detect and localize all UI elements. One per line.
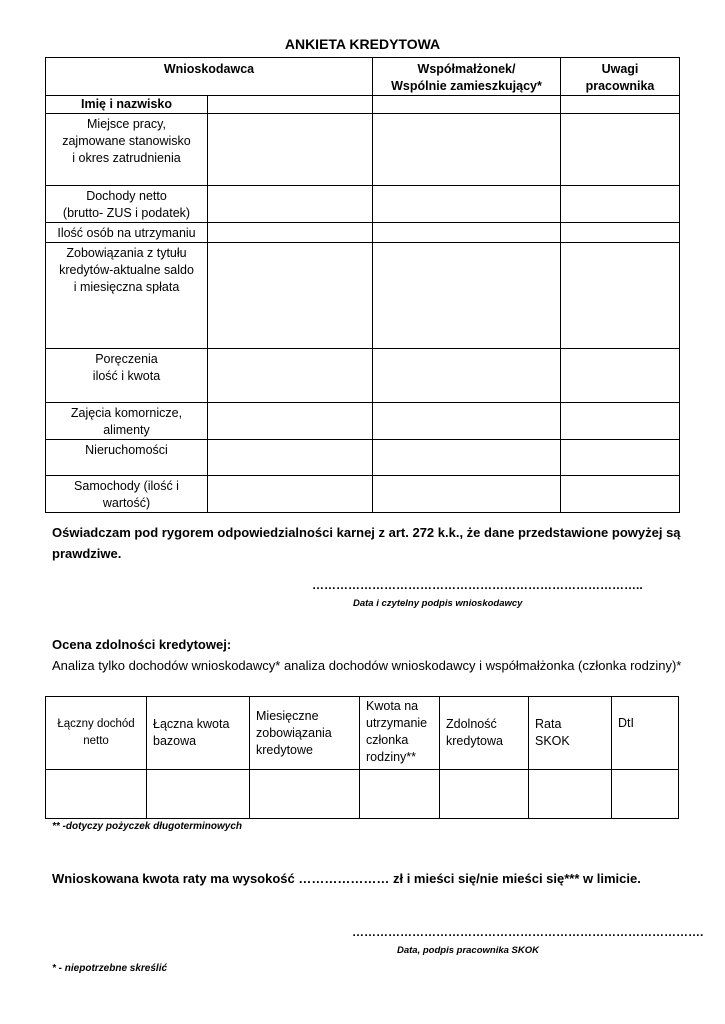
remarks-value-cell[interactable] (561, 114, 680, 186)
table-row (46, 223, 680, 243)
employee-signature-caption: Data, podpis pracownika SKOK (397, 945, 539, 956)
row-label: Zobowiązania z tytułu kredytów-aktualne saldo i miesięczna spłata (46, 243, 208, 349)
applicant-value-cell[interactable] (208, 223, 373, 243)
applicant-signature-line[interactable]: ……………………………………………………………………….. (312, 578, 643, 592)
table-row (46, 403, 680, 440)
table-row (46, 349, 680, 403)
spouse-value-cell[interactable] (373, 440, 561, 476)
assessment-header-cell: Zdolność kredytowa (440, 697, 529, 770)
header-applicant: Wnioskodawca (46, 58, 373, 96)
remarks-value-cell[interactable] (561, 186, 680, 223)
assessment-value-cell[interactable] (612, 770, 679, 819)
remarks-value-cell[interactable] (561, 96, 680, 114)
assessment-heading: Ocena zdolności kredytowej: (52, 637, 232, 652)
applicant-value-cell[interactable] (208, 96, 373, 114)
applicant-info-table (45, 57, 680, 513)
credit-assessment-table (45, 696, 679, 819)
spouse-value-cell[interactable] (373, 96, 561, 114)
assessment-header-cell: Kwota na utrzymanie członka rodziny** (360, 697, 440, 770)
table-row (46, 476, 680, 513)
footnote-strike-out: * - niepotrzebne skreślić (52, 963, 168, 974)
applicant-value-cell[interactable] (208, 243, 373, 349)
spouse-value-cell[interactable] (373, 403, 561, 440)
applicant-value-cell[interactable] (208, 349, 373, 403)
remarks-value-cell[interactable] (561, 223, 680, 243)
table-row (46, 186, 680, 223)
assessment-analysis-options: Analiza tylko dochodów wnioskodawcy* analiza dochodów wnioskodawcy i współmałżonka (członka rodziny)* (52, 658, 682, 673)
assessment-value-cell[interactable] (147, 770, 250, 819)
applicant-value-cell[interactable] (208, 476, 373, 513)
assessment-value-cell[interactable] (529, 770, 612, 819)
applicant-value-cell[interactable] (208, 186, 373, 223)
row-label: Dochody netto (brutto- ZUS i podatek) (46, 186, 208, 223)
remarks-value-cell[interactable] (561, 349, 680, 403)
table-row (46, 440, 680, 476)
assessment-header-cell: Miesięczne zobowiązania kredytowe (250, 697, 360, 770)
form-title: ANKIETA KREDYTOWA (284, 36, 441, 52)
row-label: Imię i nazwisko (46, 96, 208, 114)
remarks-value-cell[interactable] (561, 243, 680, 349)
applicant-signature-caption: Data i czytelny podpis wnioskodawcy (353, 598, 523, 609)
row-label: Nieruchomości (46, 440, 208, 476)
row-label: Ilość osób na utrzymaniu (46, 223, 208, 243)
row-label: Samochody (ilość i wartość) (46, 476, 208, 513)
spouse-value-cell[interactable] (373, 114, 561, 186)
assessment-value-cell[interactable] (250, 770, 360, 819)
spouse-value-cell[interactable] (373, 349, 561, 403)
applicant-value-cell[interactable] (208, 114, 373, 186)
spouse-value-cell[interactable] (373, 476, 561, 513)
row-label: Miejsce pracy, zajmowane stanowisko i okres zatrudnienia (46, 114, 208, 186)
header-remarks: Uwagi pracownika (561, 58, 680, 96)
row-label: Poręczenia ilość i kwota (46, 349, 208, 403)
spouse-value-cell[interactable] (373, 186, 561, 223)
assessment-value-cell[interactable] (440, 770, 529, 819)
remarks-value-cell[interactable] (561, 440, 680, 476)
remarks-value-cell[interactable] (561, 403, 680, 440)
spouse-value-cell[interactable] (373, 243, 561, 349)
header-spouse: Współmałżonek/ Wspólnie zamieszkujący* (373, 58, 561, 96)
footnote-long-term: ** -dotyczy pożyczek długoterminowych (52, 821, 243, 832)
assessment-header-cell: Łączna kwota bazowa (147, 697, 250, 770)
table-row (46, 243, 680, 349)
employee-signature-line[interactable]: ……………………………………………………………………………. (352, 925, 704, 939)
assessment-header-cell: DtI (612, 697, 679, 770)
assessment-header-cell: Rata SKOK (529, 697, 612, 770)
row-label: Zajęcia komornicze, alimenty (46, 403, 208, 440)
declaration-statement: Oświadczam pod rygorem odpowiedzialności karnej z art. 272 k.k., że dane przedstawione powyżej są prawdziwe. (52, 525, 681, 561)
installment-statement: Wnioskowana kwota raty ma wysokość ………………… zł i mieści się/nie mieści się*** w limicie. (52, 871, 641, 886)
assessment-value-cell[interactable] (46, 770, 147, 819)
table-row (46, 114, 680, 186)
remarks-value-cell[interactable] (561, 476, 680, 513)
spouse-value-cell[interactable] (373, 223, 561, 243)
table-row (46, 96, 680, 114)
assessment-header-cell: Łączny dochód netto (46, 697, 147, 770)
assessment-value-cell[interactable] (360, 770, 440, 819)
applicant-value-cell[interactable] (208, 440, 373, 476)
applicant-value-cell[interactable] (208, 403, 373, 440)
